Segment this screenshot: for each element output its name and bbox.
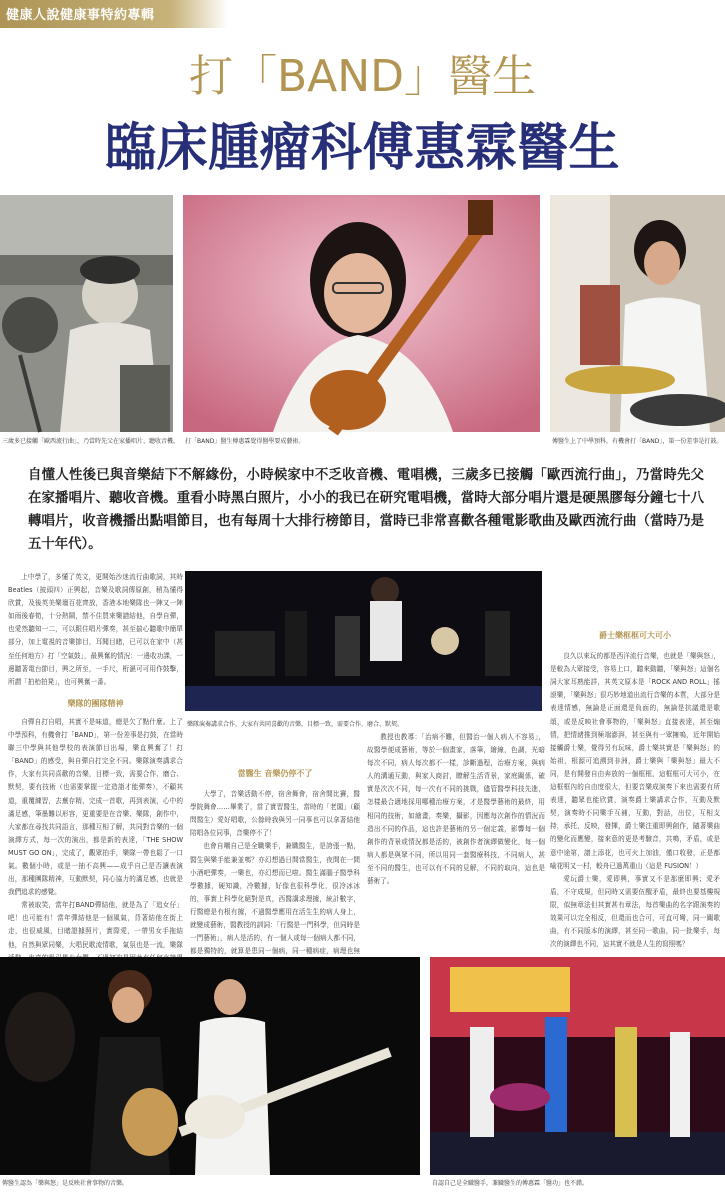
article-column-3 bbox=[367, 731, 545, 956]
photo2-caption: 打「BAND」醫生傅惠霖覺得醫學要成藝術。 bbox=[185, 438, 305, 445]
photo5-caption: 傳醫生認為「樂與怒」是反映社會事物的音樂。 bbox=[2, 1180, 129, 1187]
band-performance-photo bbox=[185, 571, 542, 711]
concert-guitar-photo bbox=[0, 957, 420, 1175]
subheading-doctor-music: 當醫生 音樂仍停不了 bbox=[237, 769, 313, 778]
col2-paragraph-3: 教授也教導：「治病不難，但醫治一個人病人不容易」，故醫學便成藝術，等於一個畫家，落筆，繪線，色調，光暗每次不同，病人每次都不一樣，診斷過程，治療方案，與病人的溝通互動，與家人商討，瞭解生活背景，家庭關係，確實是次次不同，每一次有不同的挑戰，儘管醫學科技先進，怎樣最合適地採用哪種治療方案，才是醫學藝術的最終，用相同的技術，如繪畫，奏樂，攝影，因應每次創作的情況而造出不同的作品，這也許是藝術的另一個定義，影響每一個創作的背景或情況都是活的，被創作者演繹做變化，每一個病人都是與眾不同，所以用同一套醫療科技，不同病人，甚至不同的醫生，也可以有不同的見解，不同的取向，這也是藝術了。 bbox=[367, 733, 545, 886]
headline-line1: 打「BAND」醫生 bbox=[188, 51, 537, 102]
article-column-1 bbox=[8, 571, 183, 956]
drummer-photo bbox=[550, 195, 725, 432]
col1-paragraph-3: 常被取笑，當年打BAND彈結他，就是為了「追女仔」吧！也可能有！當年彈結他是一個風氣，背著結他在街上走，也很威風，目睹證據照片，實際愛，一帶男女手拖結他，自然與眾同樂，大唱民歌流情歌，氣氛也是一流，樂隊 bbox=[8, 901, 183, 949]
banner-text: 健康人說健康事特約專輯 bbox=[6, 8, 155, 23]
section-banner bbox=[0, 0, 228, 28]
party-stage-photo bbox=[430, 957, 725, 1175]
col2-paragraph-1: 大學了，音樂活動不停，宿舍舞會，宿舍間比賽，醫學院舞會……畢業了，當了實習醫生，當時的「老闆」（顧問醫生）愛好唱歌，公餘時我與另一同事也可以拿著結他陪唱各位同事，音樂停不了！ bbox=[190, 790, 360, 838]
col2-paragraph-2: 也會自嘲自己是全職樂手，兼職醫生，是誇張一點，醫生與樂手能兼並嗎？亦幻想過日間當醫生，夜間在一間小酒吧彈奏，一樂也，亦幻想而已啦。醫生滿腦子醫學科學數據，硬知識，冷數據，好像也很科學化，很冷冰冰的，事實上科學化絕對是真，西醫講求理據，統計數字，行醫總是有根有據，不過醫學應用在活生生的病人身上，就變成藝術，醫教授的訓詞：「行醫是一門科學，但同時是一門藝術」，病人是活的，有一個人或每一個病人都不同，都是獨特的，就算是患同一個病，同一種病症，病理也無 bbox=[190, 842, 360, 956]
baby-photo bbox=[0, 195, 173, 432]
photo1-caption: 三歲多已接觸「歐西流行曲」，乃當時先父在家播唱片、聽收音機。 bbox=[2, 438, 180, 445]
article-column-2 bbox=[190, 731, 360, 956]
photo4-caption: 樂隊演奏講求合作，大家有共同喜歡的音樂，目標一致，需要合作、磨合、默契。 bbox=[187, 721, 404, 728]
article-column-4 bbox=[550, 571, 720, 956]
headline-line2: 臨床腫瘤科傅惠霖醫生 bbox=[104, 119, 620, 178]
subheading-jazz: 爵士樂框框可大可小 bbox=[599, 631, 671, 640]
col1-paragraph-1: 上中學了，多懂了英文，更開始沙迷流行曲歌詞，其時 Beatles（披頭四）正興起，音樂及歌詞傳原創，稍為懂得欣賞，及後英美樂壇百花齊放，香港本地樂隊也一陣又一陣如雨後春筍，十分熱鬧，禁不住買來樂譜結他，自學自彈，也愛然聽知一二，可以跟住唱片彈奏，甚至揣心聽歌中簡單部分，加上電視的音樂節目，耳聞目睹，已可以在家中（甚至任何地方）打「空氣鼓」，最興奮的情況：一邊收功課，一邊聽著電台節目，興之所至，一手尺，桁濕可可用作鼓擊，所謂「拍枱拍凳」，也可興奮一番。 bbox=[8, 573, 183, 686]
photo6-caption: 自認自己是全職醫手，兼職醫生的傅惠霖「醫功」也不錯。 bbox=[432, 1180, 589, 1187]
col1-paragraph-2: 自彈自打自唱，其實不是味道，總是欠了點什麼。上了中學預科，有機會打「BAND」，第一份差事是打鼓，在當時聯三中學與其他學校的表演節目出場，樂直興奮了！打「BAND」的感受，與自彈自打完全不同。樂隊演奏講求合作，大家有共同喜歡的音樂，目標一致，需要合作、磨合、默契，要有技術（也需要掌握一定造詣才能彈奏），不顧其道，重覆練習，去蕪存精，完成一首歌，再到表演，心中的滿足感，筆墨難以形容，更重要是在音樂、樂隊，創作中，大家都在尋找共同語言，那種互相了解，共同對音樂的一個演繹方式，每一次的演出，都是新的表達，「THE SHOW MUST GO ON」，完成了，觀眾拍手，樂隊一帶也鬆了一口氣。數個小時，或是一抽不高興——成乎自己是否讓表演出，那種團隊精神，互動默契，同心協力的滿足感，也就是我們追求的感覺。 bbox=[8, 717, 183, 897]
guitar-doctor-photo bbox=[183, 195, 540, 432]
col3-paragraph-2: 愛玩爵士樂，愛即興，事實又不是那麼即興；愛矛盾，不守成規，但同時又需要伍醒矛盾，最終也要基樓規限，似無章法但其實甚有章法，每首樂曲的名字跟演奏的效果可以完全相反，但還而也合可，可直可彎，同一關歌曲，有不同版本的演繹，甚至同一歌曲，同一批樂手，每次的演繹也不同，這其實不就是人生的寫照嗎？ bbox=[550, 874, 720, 949]
col3-paragraph-1: 良久以來玩的都是西洋流行音樂，也就是「樂與怒」，是較為大眾接受，容易上口，聽來動聽，「樂與怒」這個名詞大家耳熟能詳，其英文原本是「ROCK AND ROLL」搖滾樂，「樂與怒」很巧妙地道出流行音樂的本質，大部分是表達情感，無論是正面還是負面的，無論是抗議還是歌頌，或是反映社會事物的，「樂與怒」直接表達，甚至煽情，把情緒推到極端澎湃，甚至與有一眾擁嗚，近年開始接觸爵士樂，覺得另有玩味，爵士樂其實是「樂與怒」的始祖，根源可追溯到非洲，爵士樂與「樂與怒」最大不同，是有開發自由奔放的一個框框，這框框可大可小，在這框框內的自由度很大，但要音樂成演奏下來也需要有所表達，聽眾也能欣賞，演奏爵士樂講求合作，互動及默契，演奏時不同樂手互補，互動，對話，出位，互相支持，承托，反映，發揮，爵士樂注重即興創作，隨著樂曲的變化而應變，接來意的更是考驗音，共鳴，矛盾，或是意中途第，譜上添花，也可火上加油，僅口收發，正是都喻花明又一村，較舟已過萬重山（這是 FUSION！） bbox=[550, 652, 720, 870]
intro-paragraph: 自懂人性後已與音樂結下不解緣份，小時候家中不乏收音機、電唱機，三歲多已接觸「歐西流行曲」，乃當時先父在家播唱片、聽收音機。重看小時黑白照片，小小的我已在研究電唱機，當時大部分唱片還是硬黑膠每分鐘七十八轉唱片，收音機播出點唱節目，也有每周十大排行榜節目，當時已非常喜歡各種電影歌曲及歐西流行曲（當時乃是五十年代）。 bbox=[28, 468, 704, 552]
subheading-team-spirit: 樂隊的團隊精神 bbox=[67, 698, 124, 708]
photo3-caption: 傅醫生上了中學預科，有機會打「BAND」，第一份差事是打鼓。 bbox=[552, 438, 723, 445]
